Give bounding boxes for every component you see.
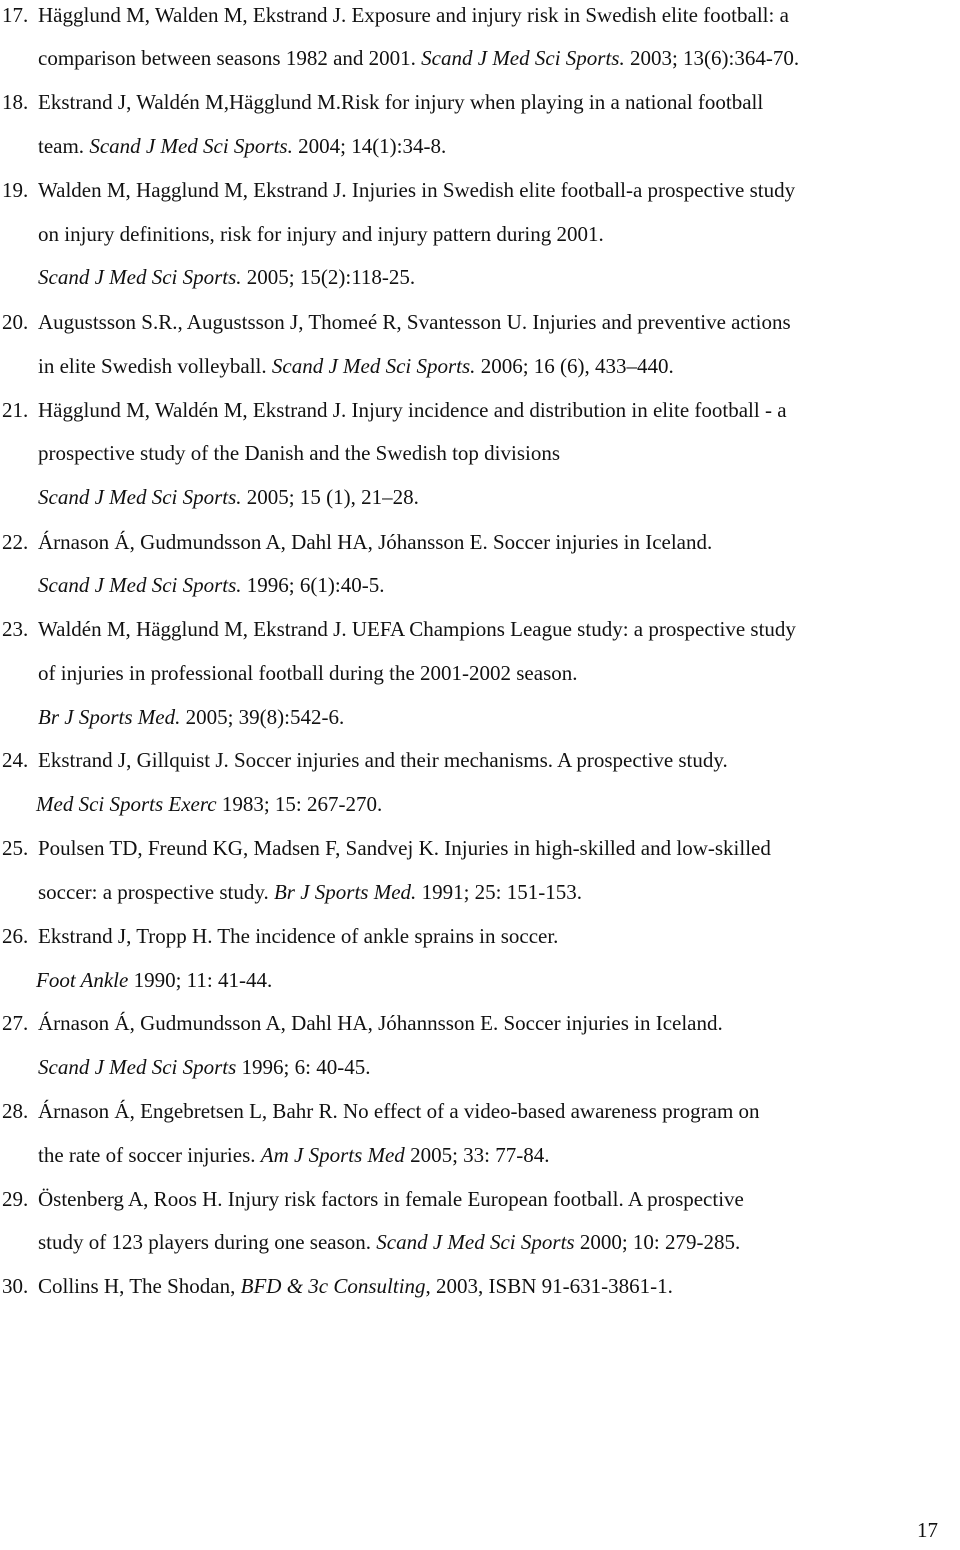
citation-text: prospective study of the Danish and the Swedish top divisions [38, 441, 561, 465]
citation-text: Augustsson S.R., Augustsson J, Thomeé R, Svantesson U. Injuries and preventive actions [38, 310, 791, 334]
citation-text: Ekstrand J, Tropp H. The incidence of ankle sprains in soccer. [38, 924, 559, 948]
citation-text: in elite Swedish volleyball. [38, 354, 272, 378]
reference-line [38, 747, 728, 773]
citation-text: Hägglund M, Walden M, Ekstrand J. Exposure and injury risk in Swedish elite football: a [38, 3, 789, 27]
citation-text: 2005; 33: 77-84. [404, 1143, 550, 1167]
citation-text: 2005; 15(2):118-25. [241, 265, 416, 289]
reference-number: 27. [2, 1011, 29, 1035]
citation-text: , 2003, ISBN 91-631-3861-1. [425, 1274, 673, 1298]
citation-text: 2005; 15 (1), 21–28. [241, 485, 419, 509]
reference-line [38, 616, 796, 642]
reference-line [38, 923, 558, 949]
reference-line [38, 1054, 370, 1080]
reference-number: 17. [2, 3, 29, 27]
journal-title: BFD & 3c Consulting [240, 1274, 426, 1298]
journal-title: Scand J Med Sci Sports. [38, 573, 242, 597]
reference-number: 29. [2, 1187, 29, 1211]
citation-text: study of 123 players during one season. [38, 1230, 377, 1254]
citation-text: 2005; 39(8):542-6. [180, 705, 345, 729]
reference-line [38, 264, 415, 290]
citation-text: Poulsen TD, Freund KG, Madsen F, Sandvej K. Injuries in high-skilled and low-skilled [38, 836, 771, 860]
reference-line [38, 572, 384, 598]
journal-title: Scand J Med Sci Sports. [421, 46, 625, 70]
reference-line [38, 1098, 760, 1124]
reference-line [38, 2, 789, 28]
journal-title: Scand J Med Sci Sports [376, 1230, 575, 1254]
citation-text: Ekstrand J, Waldén M,Hägglund M.Risk for injury when playing in a national football [38, 90, 764, 114]
citation-text: Walden M, Hagglund M, Ekstrand J. Injuries in Swedish elite football-a prospective study [38, 178, 796, 202]
citation-text: 2004; 14(1):34-8. [292, 134, 447, 158]
reference-line [38, 133, 446, 159]
page-number: 17 [917, 1518, 938, 1542]
reference-number: 18. [2, 90, 29, 114]
reference-line [38, 440, 560, 466]
journal-title: Scand J Med Sci Sports. [89, 134, 293, 158]
reference-line [38, 660, 578, 686]
citation-text: 2003; 13(6):364-70. [624, 46, 800, 70]
citation-text: 1983; 15: 267-270. [216, 792, 383, 816]
citation-text: of injuries in professional football during the 2001-2002 season. [38, 661, 578, 685]
reference-line [38, 484, 419, 510]
citation-text: Collins H, The Shodan, [38, 1274, 241, 1298]
reference-line [38, 1229, 740, 1255]
reference-line [36, 967, 272, 993]
reference-line [38, 835, 771, 861]
citation-text: Árnason Á, Engebretsen L, Bahr R. No effect of a video-based awareness program on [38, 1099, 760, 1123]
reference-line [38, 397, 787, 423]
reference-line [38, 529, 712, 555]
reference-line [38, 1010, 723, 1036]
reference-line [38, 177, 795, 203]
citation-text: 1996; 6(1):40-5. [241, 573, 385, 597]
journal-title: Br J Sports Med. [273, 880, 417, 904]
journal-title: Scand J Med Sci Sports. [38, 265, 242, 289]
reference-line [38, 221, 604, 247]
citation-text: Árnason Á, Gudmundsson A, Dahl HA, Jóhannsson E. Soccer injuries in Iceland. [38, 1011, 723, 1035]
citation-text: on injury definitions, risk for injury and injury pattern during 2001. [38, 222, 604, 246]
citation-text: soccer: a prospective study. [38, 880, 274, 904]
citation-text: the rate of soccer injuries. [38, 1143, 261, 1167]
reference-number: 25. [2, 836, 29, 860]
citation-text: 1990; 11: 41-44. [128, 968, 273, 992]
citation-text: Árnason Á, Gudmundsson A, Dahl HA, Jóhansson E. Soccer injuries in Iceland. [38, 530, 713, 554]
citation-text: Östenberg A, Roos H. Injury risk factors in female European football. A prospective [38, 1187, 744, 1211]
reference-line [38, 309, 791, 335]
citation-text: 1991; 25: 151-153. [416, 880, 582, 904]
reference-line [38, 89, 763, 115]
citation-text: comparison between seasons 1982 and 2001. [38, 46, 422, 70]
journal-title: Br J Sports Med. [38, 705, 181, 729]
citation-text: 1996; 6: 40-45. [236, 1055, 371, 1079]
reference-number: 24. [2, 748, 29, 772]
reference-number: 22. [2, 530, 29, 554]
citation-text: team. [38, 134, 90, 158]
reference-line [38, 1273, 673, 1299]
reference-number: 30. [2, 1274, 29, 1298]
journal-title: Foot Ankle [36, 968, 129, 992]
reference-number: 26. [2, 924, 29, 948]
reference-number: 19. [2, 178, 29, 202]
citation-text: 2000; 10: 279-285. [574, 1230, 741, 1254]
journal-title: Scand J Med Sci Sports. [38, 485, 242, 509]
reference-number: 21. [2, 398, 29, 422]
reference-line [38, 353, 674, 379]
journal-title: Scand J Med Sci Sports. [271, 354, 476, 378]
reference-number: 20. [2, 310, 29, 334]
journal-title: Med Sci Sports Exerc [36, 792, 217, 816]
reference-line [38, 1142, 549, 1168]
citation-text: Waldén M, Hägglund M, Ekstrand J. UEFA Champions League study: a prospective study [38, 617, 796, 641]
reference-number: 23. [2, 617, 29, 641]
journal-title: Scand J Med Sci Sports [38, 1055, 237, 1079]
citation-text: 2006; 16 (6), 433–440. [475, 354, 674, 378]
reference-number: 28. [2, 1099, 29, 1123]
reference-line [38, 879, 582, 905]
reference-line [38, 1186, 744, 1212]
journal-title: Am J Sports Med [260, 1143, 405, 1167]
citation-text: Ekstrand J, Gillquist J. Soccer injuries and their mechanisms. A prospective study. [38, 748, 728, 772]
reference-line [38, 704, 344, 730]
reference-line [38, 45, 799, 71]
citation-text: Hägglund M, Waldén M, Ekstrand J. Injury incidence and distribution in elite football - a [38, 398, 787, 422]
reference-line [36, 791, 382, 817]
